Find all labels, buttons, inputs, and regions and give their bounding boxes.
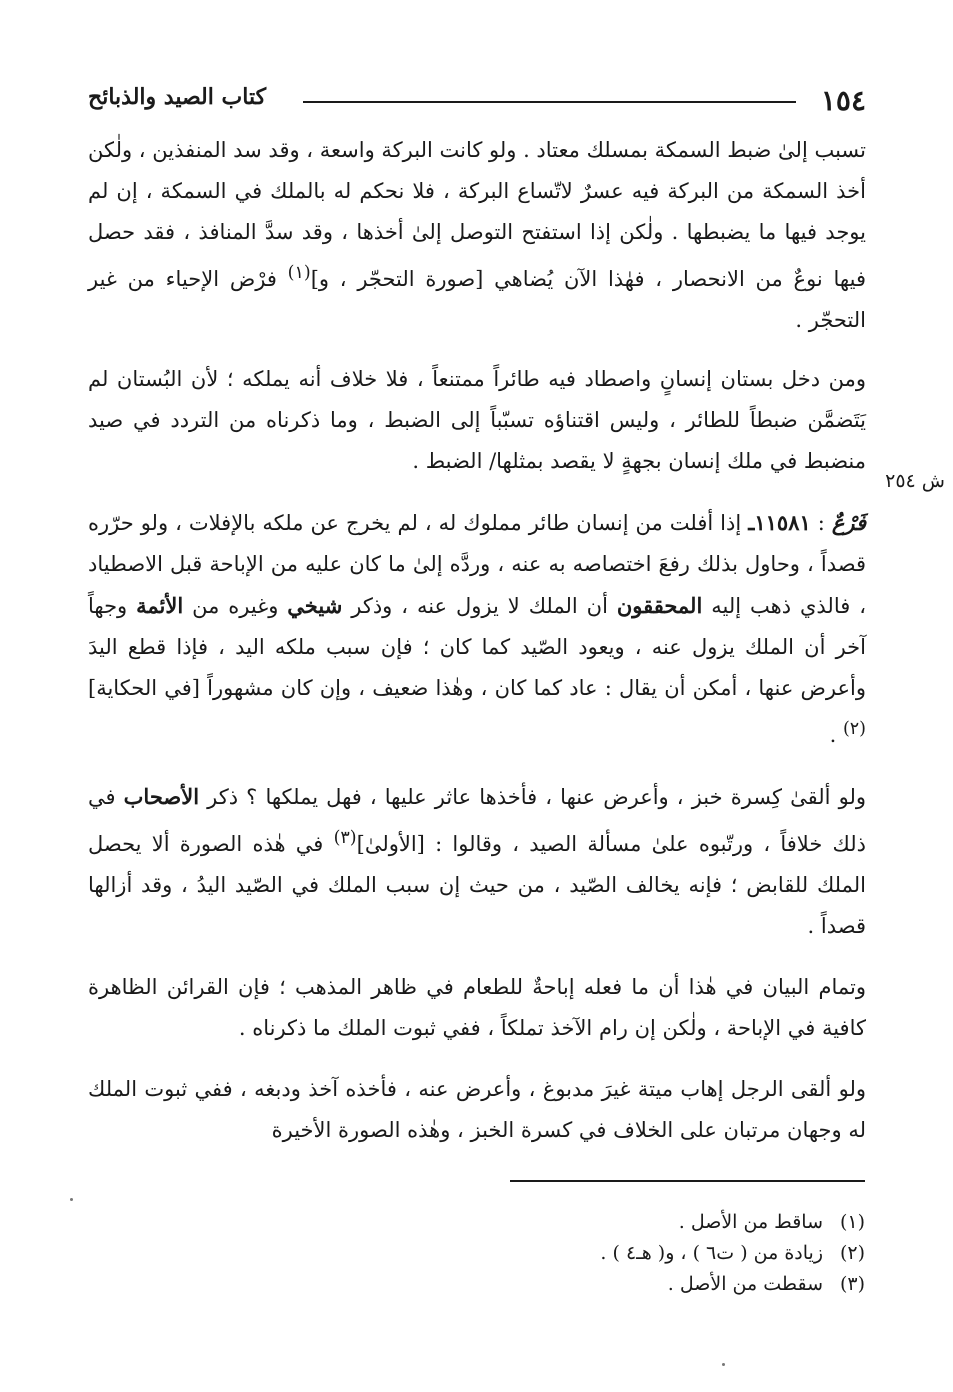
- paragraph-text: وتمام البيان في هٰذا أن ما فعله إباحةٌ للطعام في ظاهر المذهب ؛ فإن القرائن الظاهرة كافية في الإباحة ، ولٰكن إن رام الآخذ تملكاً ، ففي ثبوت الملك ما ذكرناه .: [88, 975, 866, 1040]
- paragraph: [88, 776, 866, 947]
- paragraph-text: ومن دخل بستان إنسانٍ واصطاد فيه طائراً ممتنعاً ، فلا خلاف أنه يملكه ؛ لأن البُستان لم يَتَضمَّن ضبطاً للطائر ، وليس اقتناؤه تسبّباً إلى الضبط ، وما ذكرناه من التردد في صيد منضبط في ملك إنسان بجهةٍ لا يقصد بمثلها/ الضبط .: [88, 367, 866, 473]
- paragraph-text: فرْض الإحياء من غير التحجّر .: [88, 267, 866, 332]
- footnote: [365, 1269, 865, 1300]
- paragraph-text: تسبب إلىٰ ضبط السمكة بمسلك معتاد . ولو كانت البركة واسعة ، وقد سد المنفذين ، ولٰكن أخذ السمكة من البركة فيه عسرٌ لاتّساع البركة ، فلا نحكم له بالملك في السمكة ، إن لم يوجد فيها ما يضبطها . ولٰكن إذا استفتح التوصل إلىٰ أخذها ، وقد سدَّ المنافذ ، فقد حصل فيها نوعٌ من الانحصار ، فهٰذا الآن يُضاهي [صورة التحجّر ، و]: [88, 138, 866, 291]
- paragraph-text: ولو ألقى الرجل إهاب ميتة غيرَ مدبوغ ، وأعرض عنه ، فأخذه آخذ ودبغه ، ففي ثبوت الملك له وجهان مرتبان على الخلاف في كسرة الخبز ، وهٰذه الصورة الأخيرة: [88, 1077, 866, 1142]
- header-rule: [303, 101, 796, 103]
- footnote-ref: (٣): [333, 828, 357, 848]
- footnotes: [365, 1207, 865, 1300]
- issue-number: ١١٥٨١ـ: [748, 510, 811, 535]
- footnote: [365, 1207, 865, 1238]
- footnote-separator: [510, 1180, 865, 1182]
- paragraph-text: في هٰذه الصورة ألا يحصل الملك للقابض ؛ فإنه يخالف الصّيد ، من حيث إن سبب الملك في الصّيد اليدُ ، وقد أزالها قصداً .: [88, 832, 866, 938]
- footnote-text: سقطت من الأصل .: [667, 1273, 823, 1295]
- term-aimma: الأئمة: [136, 593, 184, 618]
- branch-label: فَرْعٌ: [831, 510, 866, 535]
- paragraph-text: ولو ألقىٰ كِسرة خبز ، وأعرض عنها ، فأخذها عاثر عليها ، فهل يملكها ؟ ذكر: [199, 785, 866, 809]
- footnote-number: (١): [839, 1211, 865, 1233]
- term-ashab: الأصحاب: [123, 784, 200, 809]
- paragraph-text: أن الملك لا يزول عنه ، وذكر: [342, 594, 617, 618]
- footnote-ref: (١): [287, 263, 311, 283]
- paragraph-text: .: [829, 723, 843, 747]
- footnote: [365, 1238, 865, 1269]
- scan-speck: [70, 1198, 73, 1201]
- footnote-number: (٣): [839, 1273, 865, 1295]
- paragraph: [88, 130, 866, 341]
- paragraph: [88, 502, 866, 756]
- margin-reference: ش ٢٥٤: [885, 470, 945, 492]
- footnote-number: (٢): [839, 1242, 865, 1264]
- footnote-ref: (٢): [842, 719, 866, 739]
- paragraph-text: في ذلك خلافاً ، ورتّبوه علىٰ مسألة الصيد ، وقالوا : [الأولىٰ]: [88, 785, 866, 856]
- paragraph-text: إذا أفلت من إنسان طائر مملوك له ، لم يخرج عن ملكه بالإفلات ، ولو حرّره قصداً ، وحاول بذلك رفعَ اختصاصه به عنه ، وردَّه إلىٰ ما كان عليه من الإباحة قبل الاصطياد ، فالذي ذهب إليه: [88, 511, 866, 618]
- paragraph: [88, 1069, 866, 1151]
- page-header: [88, 80, 866, 120]
- footnote-text: ساقط من الأصل .: [678, 1211, 823, 1233]
- scan-speck: [722, 1363, 725, 1366]
- paragraph-text: وغيره من: [183, 594, 288, 618]
- paragraph-text: وجهاً آخر أن الملك يزول عنه ، ويعود الصّيد كما كان ؛ فإن سبب ملكه اليد ، فإذا قطع اليدَ وأعرض عنها ، أمكن أن يقال : عاد كما كان ، وهٰذا ضعيف ، وإن كان مشهوراً [في الحكاية]: [88, 594, 866, 700]
- term-muhaqqiqun: المحققون: [616, 593, 703, 618]
- term-shaykhi: شيخي: [287, 593, 343, 618]
- paragraph: [88, 967, 866, 1049]
- paragraph: [88, 359, 866, 482]
- footnote-text: زيادة من ( ت٦ ) ، و( هـ٤ ) .: [600, 1242, 823, 1264]
- main-text: [88, 130, 866, 1171]
- running-title: كتاب الصيد والذبائح: [88, 84, 267, 110]
- page-number: ١٥٤: [820, 84, 866, 117]
- label-separator: :: [810, 511, 832, 535]
